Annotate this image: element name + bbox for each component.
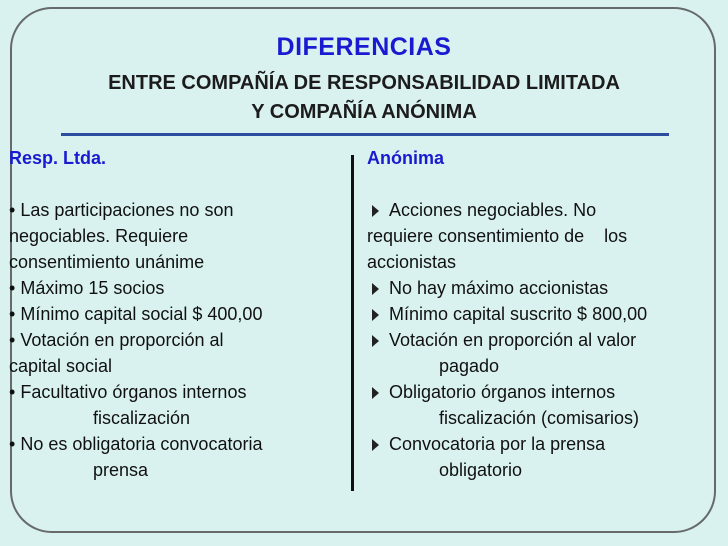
anonima-item-4: [367, 327, 717, 379]
item-text: consentimiento unánime: [9, 252, 205, 272]
item-text: Votación en proporción al: [20, 330, 224, 350]
item-text: capital social: [9, 356, 113, 376]
ltda-heading: Resp. Ltda.: [9, 148, 107, 168]
arrow-bullet-icon: [372, 335, 379, 347]
column-divider: [351, 155, 354, 491]
anonima-item-1: [367, 197, 717, 275]
item-text: Mínimo capital social $ 400,00: [20, 304, 263, 324]
arrow-bullet-icon: [372, 309, 379, 321]
bullet-dot-icon: •: [9, 382, 16, 402]
arrow-bullet-icon: [372, 387, 379, 399]
item-text: Facultativo órganos internos: [20, 382, 247, 402]
bullet-dot-icon: •: [9, 200, 16, 220]
spacer: [367, 171, 717, 197]
ltda-item-1: [9, 197, 349, 275]
item-text: Mínimo capital suscrito $ 800,00: [389, 304, 648, 324]
item-text: Obligatorio órganos internos: [389, 382, 616, 402]
ltda-item-4: [9, 327, 349, 379]
item-text: pagado: [439, 356, 500, 376]
item-text: Convocatoria por la prensa: [389, 434, 606, 454]
page-title: DIFERENCIAS: [276, 33, 452, 61]
item-text: Las participaciones no son: [20, 200, 234, 220]
horizontal-rule: [61, 133, 669, 136]
arrow-bullet-icon: [372, 205, 379, 217]
item-text: accionistas: [367, 252, 457, 272]
anonima-item-3: [367, 301, 717, 327]
item-text: No es obligatoria convocatoria: [20, 434, 263, 454]
arrow-bullet-icon: [372, 283, 379, 295]
ltda-column: [9, 145, 349, 483]
item-text: prensa: [93, 460, 149, 480]
item-text: Acciones negociables. No: [389, 200, 597, 220]
item-text: Votación en proporción al valor: [389, 330, 637, 350]
page-subtitle: [0, 69, 728, 127]
ltda-item-6: [9, 431, 349, 483]
item-text: negociables. Requiere: [9, 226, 189, 246]
anonima-item-6: [367, 431, 717, 483]
item-text: requiere consentimiento de los: [367, 226, 628, 246]
ltda-item-3: [9, 301, 349, 327]
anonima-column: [367, 145, 717, 483]
subtitle-line-1: ENTRE COMPAÑÍA DE RESPONSABILIDAD LIMITADA: [108, 72, 620, 94]
bullet-dot-icon: •: [9, 434, 16, 454]
anonima-item-2: [367, 275, 717, 301]
anonima-heading: Anónima: [367, 148, 445, 168]
spacer: [9, 171, 349, 197]
anonima-item-5: [367, 379, 717, 431]
item-text: fiscalización (comisarios): [439, 408, 640, 428]
item-text: No hay máximo accionistas: [389, 278, 609, 298]
ltda-item-2: [9, 275, 349, 301]
bullet-dot-icon: •: [9, 330, 16, 350]
bullet-dot-icon: •: [9, 278, 16, 298]
item-text: Máximo 15 socios: [20, 278, 165, 298]
ltda-item-5: [9, 379, 349, 431]
item-text: obligatorio: [439, 460, 523, 480]
bullet-dot-icon: •: [9, 304, 16, 324]
item-text: fiscalización: [93, 408, 191, 428]
subtitle-line-2: Y COMPAÑÍA ANÓNIMA: [251, 101, 477, 123]
arrow-bullet-icon: [372, 439, 379, 451]
